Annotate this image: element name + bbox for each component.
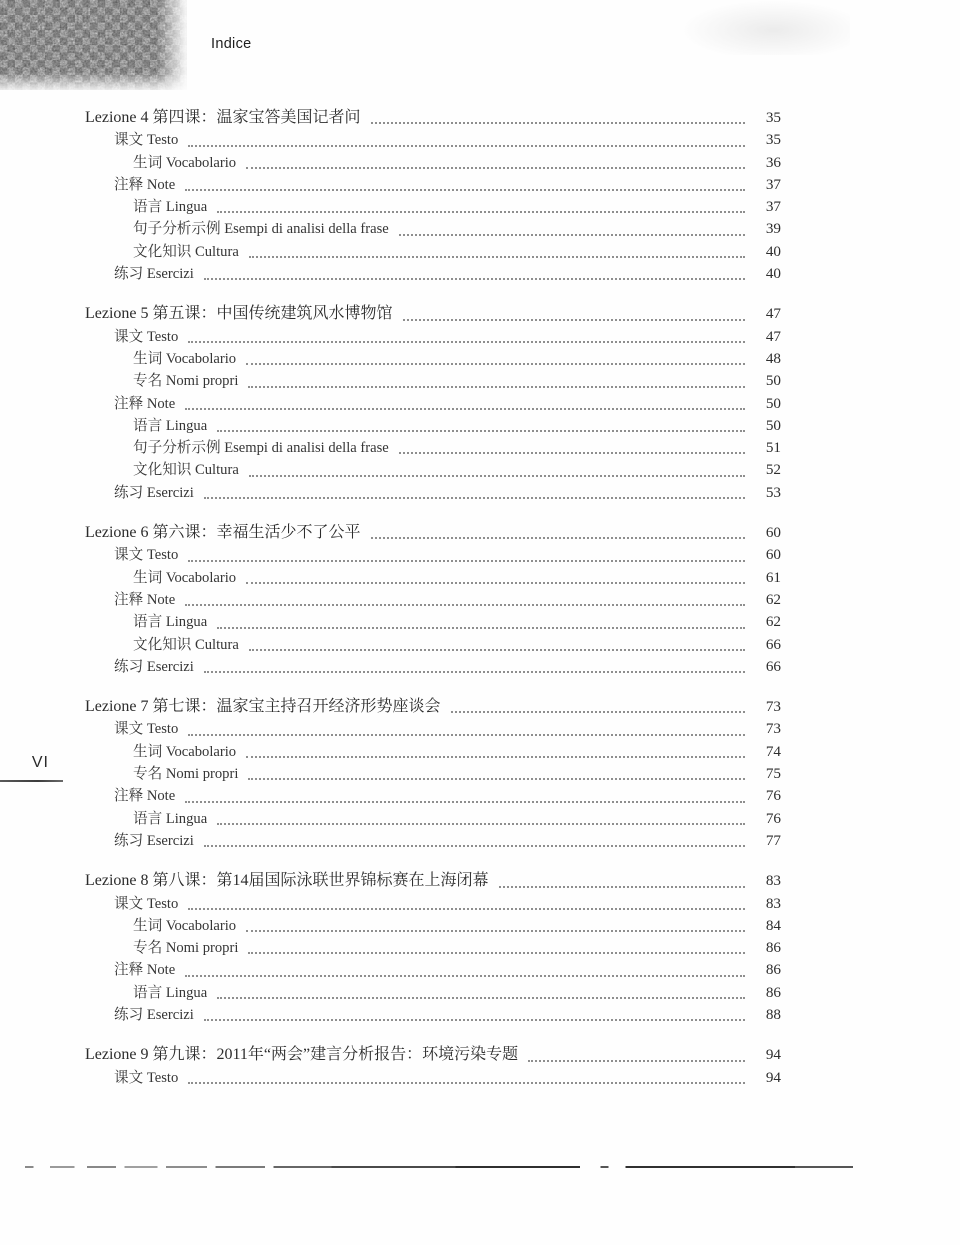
toc-entry-lesson-title <box>85 696 781 718</box>
toc-entry-label: 练习 Esercizi <box>114 484 194 501</box>
toc-section <box>85 1044 781 1089</box>
dot-leader <box>249 475 745 477</box>
dot-leader <box>246 756 745 758</box>
toc-entry-label: 生词 Vocabolario <box>133 917 237 934</box>
toc-entry-sub <box>85 393 781 415</box>
toc-entry-page: 94 <box>765 1046 781 1064</box>
dot-leader <box>249 256 745 258</box>
dot-leader <box>217 211 745 213</box>
dot-leader <box>188 560 745 562</box>
dot-leader <box>204 278 745 280</box>
dot-leader <box>371 122 745 124</box>
toc-entry-page: 51 <box>765 439 781 457</box>
toc-entry-lesson-title <box>85 870 781 892</box>
toc-entry-sub <box>85 718 781 740</box>
dot-leader <box>403 319 745 321</box>
toc-entry-page: 76 <box>765 787 781 805</box>
dot-leader <box>185 189 745 191</box>
toc-entry-page: 73 <box>765 698 781 716</box>
toc-entry-page: 37 <box>765 198 781 216</box>
dot-leader <box>246 167 745 169</box>
toc-entry-page: 37 <box>765 175 781 193</box>
toc-entry-page: 60 <box>765 546 781 564</box>
toc-entry-page: 66 <box>765 657 781 675</box>
toc-entry-page: 61 <box>765 568 781 586</box>
toc-entry-label: Lezione 7 第七课：温家宝主持召开经济形势座谈会 <box>85 698 441 716</box>
toc-entry-page: 50 <box>765 416 781 434</box>
toc-entry-sub <box>85 959 781 981</box>
margin-page-number: VI <box>31 754 49 771</box>
toc-entry-sub <box>85 152 781 174</box>
toc-entry-sub <box>85 1004 781 1026</box>
toc-entry-sub <box>85 982 781 1004</box>
dot-leader <box>528 1060 745 1062</box>
toc-entry-page: 76 <box>765 809 781 827</box>
dot-leader <box>499 886 745 888</box>
toc-entry-page: 62 <box>765 590 781 608</box>
toc-section <box>85 107 781 285</box>
toc-entry-label: 语言 Lingua <box>133 417 208 434</box>
dot-leader <box>246 582 745 584</box>
toc-entry-page: 60 <box>765 524 781 542</box>
toc-entry-sub <box>85 129 781 151</box>
toc-entry-sub <box>85 634 781 656</box>
toc-entry-page: 66 <box>765 635 781 653</box>
toc-entry-label: 语言 Lingua <box>133 810 208 827</box>
toc-entry-label: 生词 Vocabolario <box>133 154 237 171</box>
toc-entry-page: 86 <box>765 983 781 1001</box>
toc-entry-label: 语言 Lingua <box>133 199 208 216</box>
toc-entry-label: 课文 Testo <box>114 721 179 738</box>
toc-entry-sub <box>85 437 781 459</box>
toc-entry-sub <box>85 459 781 481</box>
dot-leader <box>185 801 745 803</box>
toc-entry-sub <box>85 741 781 763</box>
dot-leader <box>217 823 745 825</box>
toc-entry-label: 注释 Note <box>114 395 176 412</box>
toc-entry-sub <box>85 218 781 240</box>
dot-leader <box>188 734 745 736</box>
toc-entry-label: 句子分析示例 Esempi di analisi della frase <box>133 221 389 238</box>
toc-entry-label: 句子分析示例 Esempi di analisi della frase <box>133 440 389 457</box>
toc-entry-label: 课文 Testo <box>114 547 179 564</box>
dot-leader <box>188 1082 745 1084</box>
dot-leader <box>399 452 745 454</box>
toc-entry-label: 生词 Vocabolario <box>133 569 237 586</box>
toc-entry-sub <box>85 830 781 852</box>
toc-entry-sub <box>85 567 781 589</box>
toc-entry-label: Lezione 9 第九课：2011年“两会”建言分析报告：环境污染专题 <box>85 1046 519 1064</box>
toc-entry-sub <box>85 785 781 807</box>
toc-entry-page: 36 <box>765 153 781 171</box>
toc-entry-label: 注释 Note <box>114 591 176 608</box>
toc-entry-page: 53 <box>765 483 781 501</box>
toc-entry-label: 专名 Nomi propri <box>133 766 239 783</box>
toc-entry-label: 注释 Note <box>114 176 176 193</box>
dot-leader <box>217 997 745 999</box>
toc-entry-label: Lezione 5 第五课：中国传统建筑风水博物馆 <box>85 305 393 323</box>
toc-entry-label: 课文 Testo <box>114 132 179 149</box>
toc-section <box>85 870 781 1026</box>
dot-leader <box>399 234 745 236</box>
toc-entry-page: 48 <box>765 349 781 367</box>
toc-entry-sub <box>85 611 781 633</box>
toc-entry-page: 47 <box>765 305 781 323</box>
toc-entry-page: 40 <box>765 242 781 260</box>
toc-entry-page: 50 <box>765 394 781 412</box>
toc-entry-sub <box>85 415 781 437</box>
dot-leader <box>185 975 745 977</box>
toc-entry-label: 课文 Testo <box>114 895 179 912</box>
toc-entry-sub <box>85 241 781 263</box>
table-of-contents <box>85 107 781 1089</box>
dot-leader <box>248 952 745 954</box>
toc-entry-sub <box>85 1067 781 1089</box>
toc-entry-label: 练习 Esercizi <box>114 1006 194 1023</box>
scan-smudge <box>680 0 850 55</box>
toc-entry-page: 50 <box>765 372 781 390</box>
toc-entry-page: 39 <box>765 220 781 238</box>
toc-entry-page: 84 <box>765 916 781 934</box>
margin-page-marker <box>0 754 63 784</box>
toc-entry-page: 75 <box>765 765 781 783</box>
toc-section <box>85 522 781 678</box>
margin-rule <box>0 780 63 782</box>
toc-entry-label: Lezione 6 第六课：幸福生活少不了公平 <box>85 524 361 542</box>
dot-leader <box>185 408 745 410</box>
dot-leader <box>248 386 745 388</box>
toc-entry-sub <box>85 196 781 218</box>
toc-entry-sub <box>85 763 781 785</box>
toc-section <box>85 696 781 852</box>
toc-section <box>85 303 781 504</box>
toc-entry-page: 47 <box>765 327 781 345</box>
toc-entry-sub <box>85 263 781 285</box>
dot-leader <box>188 341 745 343</box>
dot-leader <box>204 1019 745 1021</box>
toc-entry-label: Lezione 8 第八课：第14届国际泳联世界锦标赛在上海闭幕 <box>85 872 489 890</box>
dot-leader <box>217 627 745 629</box>
toc-entry-label: Lezione 4 第四课：温家宝答美国记者问 <box>85 109 361 126</box>
toc-entry-sub <box>85 348 781 370</box>
noise-fade-edge <box>0 0 187 90</box>
toc-entry-page: 40 <box>765 265 781 283</box>
toc-entry-sub <box>85 482 781 504</box>
dot-leader <box>204 497 745 499</box>
dot-leader <box>246 363 745 365</box>
dot-leader <box>204 671 745 673</box>
toc-entry-label: 语言 Lingua <box>133 984 208 1001</box>
toc-entry-page: 77 <box>765 831 781 849</box>
toc-entry-lesson-title <box>85 107 781 129</box>
toc-entry-label: 生词 Vocabolario <box>133 350 237 367</box>
toc-entry-sub <box>85 370 781 392</box>
toc-entry-sub <box>85 656 781 678</box>
dot-leader <box>204 845 745 847</box>
toc-entry-page: 86 <box>765 939 781 957</box>
toc-entry-sub <box>85 937 781 959</box>
toc-entry-label: 专名 Nomi propri <box>133 373 239 390</box>
toc-entry-page: 83 <box>765 872 781 890</box>
toc-entry-page: 86 <box>765 961 781 979</box>
toc-entry-label: 生词 Vocabolario <box>133 743 237 760</box>
toc-entry-sub <box>85 893 781 915</box>
scan-noise-block <box>0 0 187 90</box>
toc-entry-sub <box>85 915 781 937</box>
toc-entry-page: 35 <box>765 109 781 126</box>
dot-leader <box>188 145 745 147</box>
toc-entry-label: 文化知识 Cultura <box>133 243 239 260</box>
toc-entry-page: 74 <box>765 742 781 760</box>
toc-entry-lesson-title <box>85 522 781 544</box>
dot-leader <box>451 711 745 713</box>
dot-leader <box>188 908 745 910</box>
toc-entry-label: 专名 Nomi propri <box>133 940 239 957</box>
toc-entry-label: 练习 Esercizi <box>114 832 194 849</box>
toc-entry-page: 35 <box>765 131 781 149</box>
scan-artifact-line <box>25 1166 853 1168</box>
toc-entry-sub <box>85 589 781 611</box>
toc-entry-lesson-title <box>85 1044 781 1066</box>
toc-entry-sub <box>85 326 781 348</box>
dot-leader <box>249 649 745 651</box>
toc-entry-label: 文化知识 Cultura <box>133 636 239 653</box>
toc-entry-label: 课文 Testo <box>114 328 179 345</box>
dot-leader <box>185 604 745 606</box>
page-header-label: Indice <box>211 36 252 52</box>
toc-entry-page: 73 <box>765 720 781 738</box>
dot-leader <box>246 930 745 932</box>
toc-entry-sub <box>85 174 781 196</box>
toc-entry-page: 83 <box>765 894 781 912</box>
toc-entry-sub <box>85 544 781 566</box>
toc-entry-label: 练习 Esercizi <box>114 266 194 283</box>
toc-entry-lesson-title <box>85 303 781 325</box>
toc-entry-label: 语言 Lingua <box>133 614 208 631</box>
dot-leader <box>248 778 745 780</box>
toc-entry-sub <box>85 808 781 830</box>
dot-leader <box>217 430 745 432</box>
toc-entry-page: 52 <box>765 461 781 479</box>
toc-entry-page: 62 <box>765 613 781 631</box>
toc-entry-page: 94 <box>765 1068 781 1086</box>
dot-leader <box>371 537 745 539</box>
toc-entry-label: 注释 Note <box>114 962 176 979</box>
toc-entry-label: 课文 Testo <box>114 1069 179 1086</box>
toc-entry-label: 练习 Esercizi <box>114 658 194 675</box>
toc-entry-label: 文化知识 Cultura <box>133 462 239 479</box>
toc-entry-label: 注释 Note <box>114 788 176 805</box>
toc-entry-page: 88 <box>765 1005 781 1023</box>
